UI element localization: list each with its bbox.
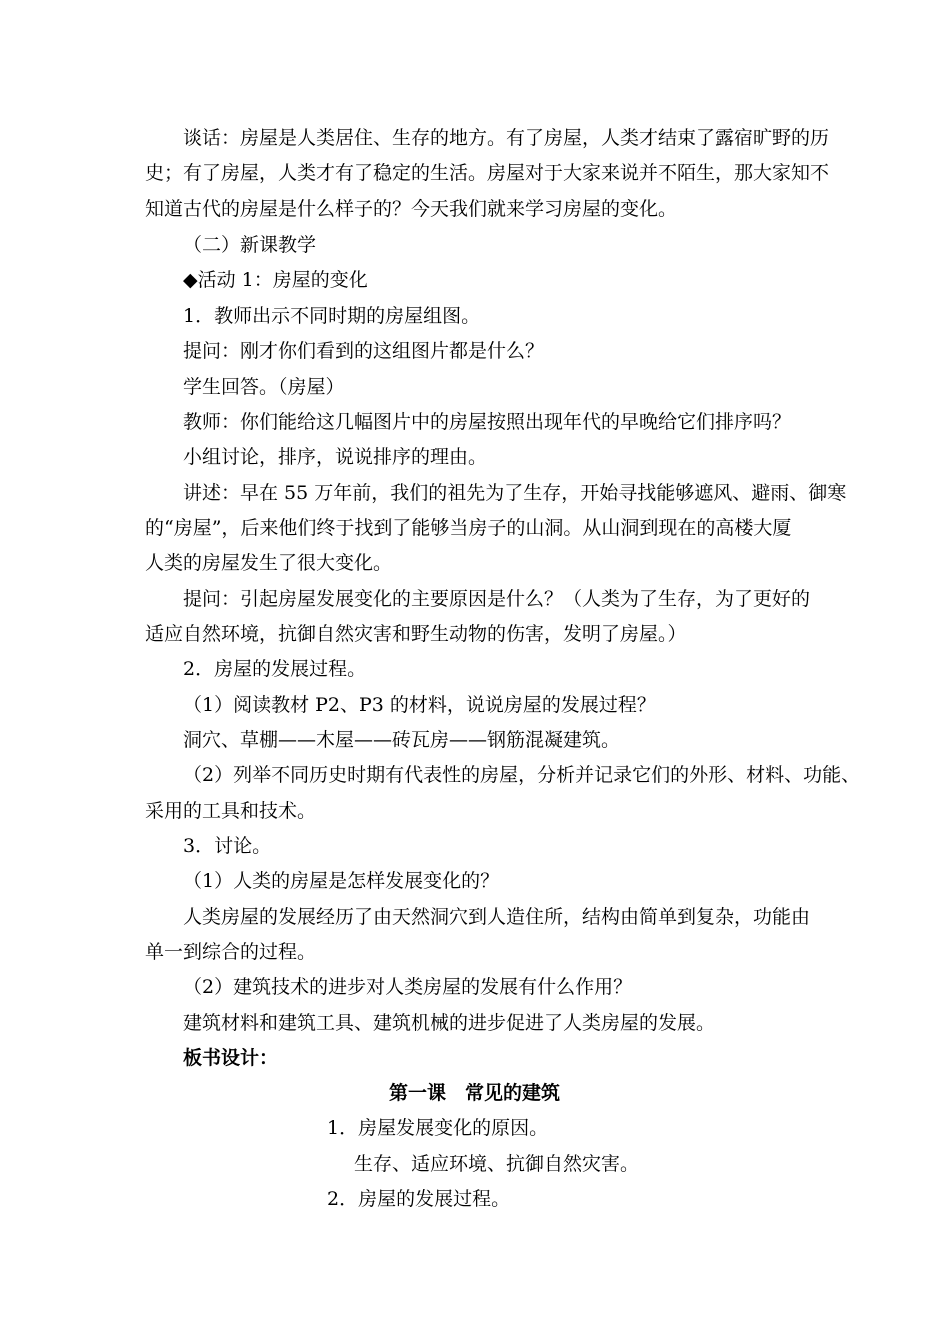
board-design-item: 1．房屋发展变化的原因。 — [327, 1117, 549, 1139]
board-design-item: 2．房屋的发展过程。 — [327, 1188, 511, 1210]
paragraph-line: 适应自然环境，抗御自然灾害和野生动物的伤害，发明了房屋。） — [145, 623, 687, 645]
paragraph-line: 教师：你们能给这几幅图片中的房屋按照出现年代的早晚给它们排序吗？ — [183, 411, 792, 433]
paragraph-line: 2．房屋的发展过程。 — [183, 658, 367, 680]
activity-heading: ◆活动 1：房屋的变化 — [183, 269, 368, 291]
paragraph-line: 人类房屋的发展经历了由天然洞穴到人造住所，结构由简单到复杂，功能由 — [183, 906, 811, 928]
board-design-heading: 板书设计： — [183, 1047, 279, 1069]
paragraph-line: 单一到综合的过程。 — [145, 941, 317, 963]
paragraph-line: （1）阅读教材 P2、P3 的材料，说说房屋的发展过程？ — [183, 694, 656, 716]
section-heading: （二）新课教学 — [183, 234, 317, 256]
paragraph-line: （2）列举不同历史时期有代表性的房屋，分析并记录它们的外形、材料、功能、 — [183, 764, 861, 786]
paragraph-line: （2）建筑技术的进步对人类房屋的发展有什么作用？ — [183, 976, 633, 998]
paragraph-line: 提问：刚才你们看到的这组图片都是什么？ — [183, 340, 545, 362]
paragraph-line: 人类的房屋发生了很大变化。 — [145, 552, 393, 574]
paragraph-line: 学生回答。（房屋） — [183, 376, 345, 398]
paragraph-line: 建筑材料和建筑工具、建筑机械的进步促进了人类房屋的发展。 — [183, 1012, 716, 1034]
paragraph-line: 1．教师出示不同时期的房屋组图。 — [183, 305, 481, 327]
paragraph-line: 知道古代的房屋是什么样子的？今天我们就来学习房屋的变化。 — [145, 198, 678, 220]
board-design-title: 第一课 常见的建筑 — [389, 1082, 561, 1104]
paragraph-line: 讲述：早在 55 万年前，我们的祖先为了生存，开始寻找能够遮风、避雨、御寒 — [183, 482, 847, 504]
paragraph-line: 3．讨论。 — [183, 835, 272, 857]
paragraph-line: 史；有了房屋，人类才有了稳定的生活。房屋对于大家来说并不陌生，那大家知不 — [145, 162, 830, 184]
paragraph-line: 采用的工具和技术。 — [145, 800, 317, 822]
paragraph-line: 提问：引起房屋发展变化的主要原因是什么？（人类为了生存，为了更好的 — [183, 588, 811, 610]
board-design-detail: 生存、适应环境、抗御自然灾害。 — [354, 1153, 640, 1175]
paragraph-line: 的“房屋”，后来他们终于找到了能够当房子的山洞。从山洞到现在的高楼大厦 — [145, 517, 792, 539]
paragraph-line: 谈话：房屋是人类居住、生存的地方。有了房屋，人类才结束了露宿旷野的历 — [183, 127, 830, 149]
paragraph-line: 洞穴、草棚——木屋——砖瓦房——钢筋混凝建筑。 — [183, 729, 621, 751]
paragraph-line: （1）人类的房屋是怎样发展变化的？ — [183, 870, 500, 892]
paragraph-line: 小组讨论，排序，说说排序的理由。 — [183, 446, 488, 468]
